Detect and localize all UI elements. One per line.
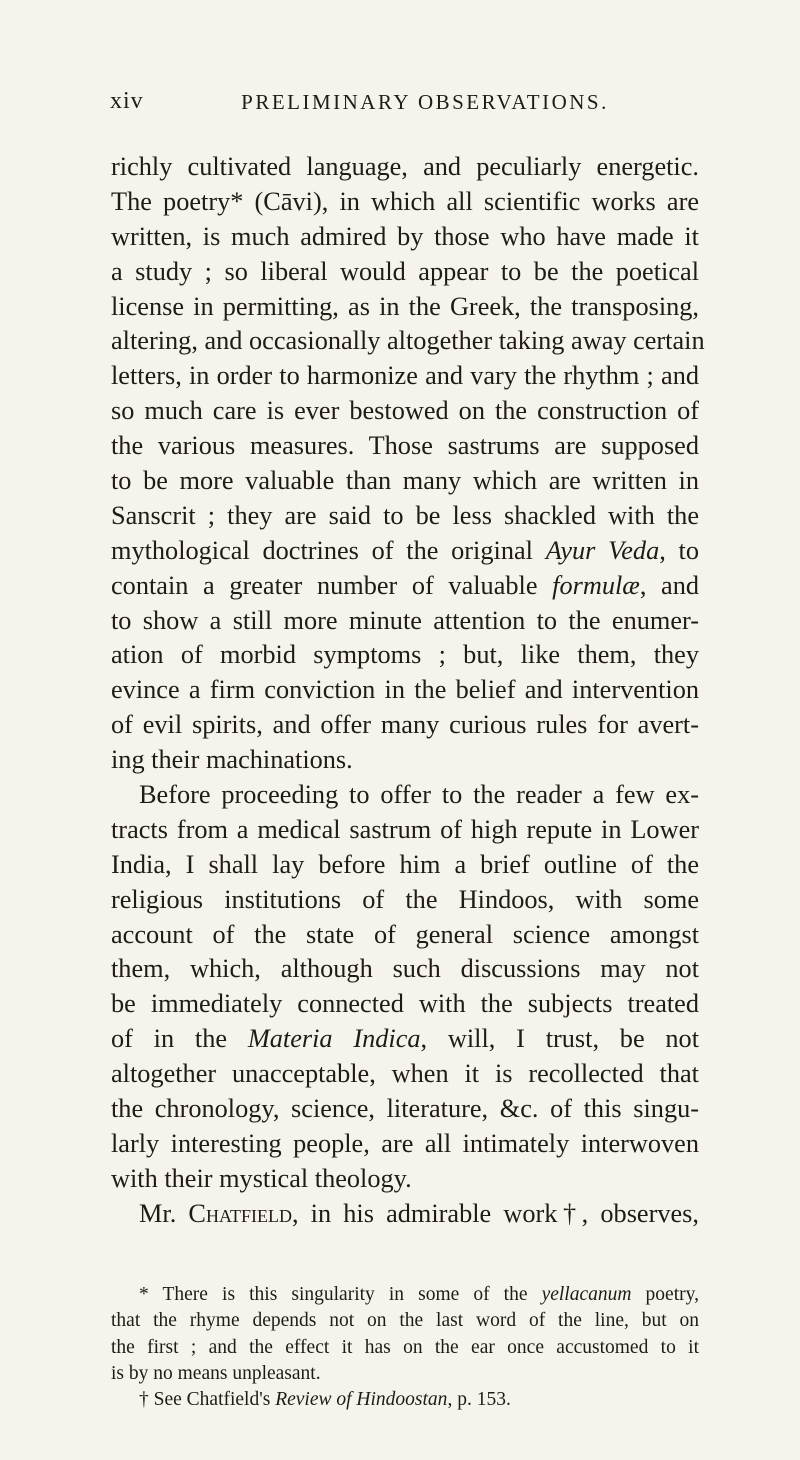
text-line: the chronology, science, literature, &c. of this singu- — [111, 1094, 699, 1124]
text-line: Mr. Chatfield, in his admirable work†, observes, — [139, 1198, 699, 1228]
text-line: to show a still more minute attention to the enumer- — [111, 605, 699, 635]
text-line: tracts from a medical sastrum of high repute in Lower — [111, 814, 699, 844]
text-line: The poetry* (Cāvi), in which all scientific works are — [111, 186, 699, 216]
footnote-line: the first ; and the effect it has on the ear once accustomed to it — [111, 1336, 699, 1358]
text-line: contain a greater number of valuable formulæ, and — [111, 570, 699, 600]
footnote-line: is by no means unpleasant. — [111, 1362, 321, 1384]
footnote-line: † See Chatfield's Review of Hindoostan, p. 153. — [139, 1389, 511, 1411]
text-line: larly interesting people, are all intimately interwoven — [111, 1128, 699, 1158]
text-line: to be more valuable than many which are written in — [111, 466, 699, 496]
page-header — [110, 88, 700, 122]
text-line: ation of morbid symptoms ; but, like them, they — [111, 640, 699, 670]
text-line: India, I shall lay before him a brief outline of the — [111, 849, 699, 879]
footnotes — [111, 1282, 699, 1413]
text-line: of evil spirits, and offer many curious rules for avert- — [111, 710, 699, 740]
text-line: altering, and occasionally altogether taking away certain — [111, 326, 705, 356]
text-line: Sanscrit ; they are said to be less shackled with the — [111, 500, 699, 530]
text-line: mythological doctrines of the original Ayur Veda, to — [111, 535, 700, 565]
text-line: letters, in order to harmonize and vary the rhythm ; and — [111, 361, 699, 391]
text-line: written, is much admired by those who have made it — [111, 221, 699, 251]
text-line: altogether unacceptable, when it is recollected that — [111, 1059, 699, 1089]
text-line: evince a firm conviction in the belief and intervention — [111, 675, 699, 705]
text-line: be immediately connected with the subjects treated — [111, 989, 699, 1019]
text-line: them, which, although such discussions may not — [111, 954, 699, 984]
text-line: of in the Materia Indica, will, I trust, be not — [111, 1024, 699, 1054]
text-line: with their mystical theology. — [111, 1163, 412, 1193]
text-line: license in permitting, as in the Greek, the transposing, — [111, 291, 699, 321]
text-line: ing their machinations. — [111, 745, 353, 775]
text-line: so much care is ever bestowed on the construction of — [111, 396, 699, 426]
page-number: xiv — [110, 88, 144, 114]
text-line: the various measures. Those sastrums are supposed — [111, 431, 699, 461]
text-line: religious institutions of the Hindoos, with some — [111, 884, 699, 914]
text-line: Before proceeding to offer to the reader a few ex- — [139, 780, 699, 810]
footnote-line: that the rhyme depends not on the last word of the line, but on — [111, 1310, 699, 1332]
running-head: PRELIMINARY OBSERVATIONS. — [241, 90, 609, 114]
text-line: a study ; so liberal would appear to be the poetical — [111, 256, 699, 286]
footnote-line: * There is this singularity in some of the yellacanum poetry, — [139, 1284, 699, 1305]
text-line: richly cultivated language, and peculiarly energetic. — [111, 152, 699, 181]
body-text — [111, 150, 705, 1232]
text-line: account of the state of general science amongst — [111, 919, 699, 949]
